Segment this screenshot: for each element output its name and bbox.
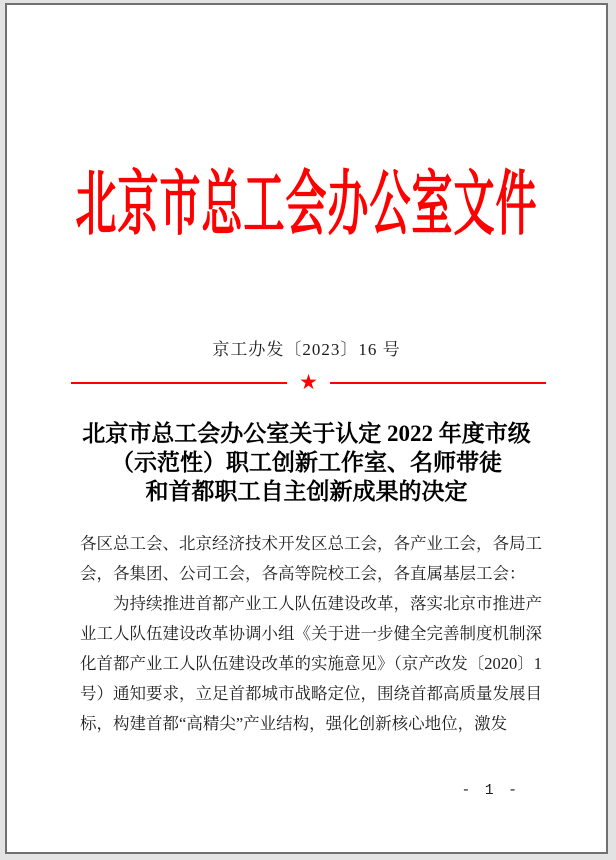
- body-paragraph: 为持续推进首都产业工人队伍建设改革，落实北京市推进产业工人队伍建设改革协调小组《关于进一步健全完善制度机制深化首都产业工人队伍建设改革的实施意见》（京产改发〔2020〕1 号）通知要求，立足首都城市战略定位，围绕首都高质量发展目标，构建首都“高精尖”产业结构，强化创新核心地位，激发: [80, 594, 542, 733]
- star-icon: ★: [299, 370, 318, 394]
- document-number: 京工办发〔2023〕16 号: [212, 340, 401, 359]
- divider-rule-right: [330, 382, 546, 384]
- document-title-line-3: 和首都职工自主创新成果的决定: [145, 479, 468, 504]
- document-title: [27, 419, 586, 506]
- divider-rule-left: [71, 382, 287, 384]
- document-page: [5, 3, 608, 854]
- page-number: - 1 -: [461, 783, 520, 799]
- document-title-line-2: （示范性）职工创新工作室、名师带徒: [111, 450, 502, 475]
- letterhead-title: 北京市总工会办公室文件: [75, 164, 538, 244]
- red-divider: [71, 370, 546, 394]
- document-title-line-1: 北京市总工会办公室关于认定 2022 年度市级: [82, 421, 531, 446]
- salutation-paragraph: 各区总工会、北京经济技术开发区总工会，各产业工会，各局工会，各集团、公司工会，各高等院校工会，各直属基层工会：: [80, 534, 542, 583]
- document-body: [80, 529, 542, 739]
